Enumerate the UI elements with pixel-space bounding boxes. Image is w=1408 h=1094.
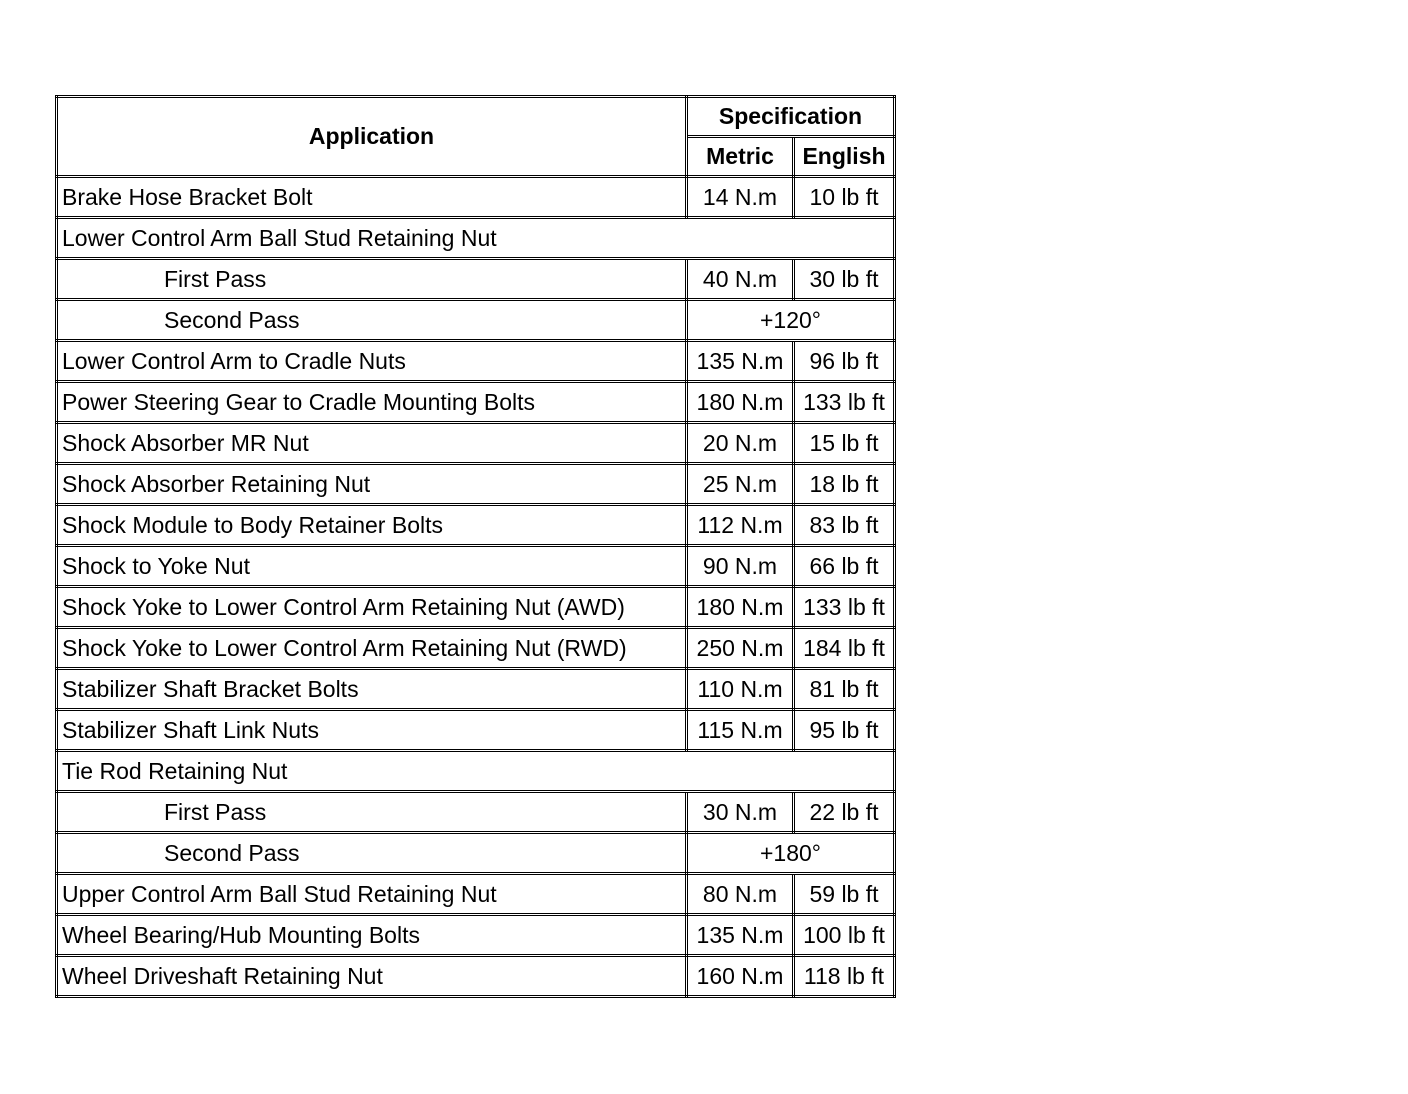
application-cell: Shock Yoke to Lower Control Arm Retaining Nut (RWD) — [57, 628, 687, 669]
english-value: 30 lb ft — [794, 259, 895, 300]
metric-value: 80 N.m — [687, 874, 794, 915]
group-label: Tie Rod Retaining Nut — [57, 751, 895, 792]
header-row-top — [57, 97, 895, 137]
metric-value: 25 N.m — [687, 464, 794, 505]
metric-value: 110 N.m — [687, 669, 794, 710]
english-value: 83 lb ft — [794, 505, 895, 546]
application-cell: Shock Yoke to Lower Control Arm Retaining Nut (AWD) — [57, 587, 687, 628]
metric-value: 250 N.m — [687, 628, 794, 669]
metric-header: Metric — [687, 137, 794, 177]
table-row — [57, 177, 895, 218]
fastener-torque-table — [55, 95, 896, 998]
application-cell: Stabilizer Shaft Link Nuts — [57, 710, 687, 751]
english-value: 18 lb ft — [794, 464, 895, 505]
application-cell: Second Pass — [57, 833, 687, 874]
english-value: 133 lb ft — [794, 382, 895, 423]
table-row — [57, 874, 895, 915]
application-cell: Shock to Yoke Nut — [57, 546, 687, 587]
english-value: 96 lb ft — [794, 341, 895, 382]
table-row — [57, 628, 895, 669]
metric-value: 135 N.m — [687, 915, 794, 956]
angle-value: +120° — [687, 300, 895, 341]
metric-value: 112 N.m — [687, 505, 794, 546]
application-cell: Power Steering Gear to Cradle Mounting Bolts — [57, 382, 687, 423]
application-cell: Shock Absorber Retaining Nut — [57, 464, 687, 505]
group-row — [57, 218, 895, 259]
table-row — [57, 423, 895, 464]
metric-value: 40 N.m — [687, 259, 794, 300]
table-row — [57, 464, 895, 505]
group-row — [57, 751, 895, 792]
application-cell: First Pass — [57, 792, 687, 833]
application-cell: Stabilizer Shaft Bracket Bolts — [57, 669, 687, 710]
metric-value: 180 N.m — [687, 382, 794, 423]
table-row — [57, 382, 895, 423]
application-cell: Upper Control Arm Ball Stud Retaining Nut — [57, 874, 687, 915]
table-row — [57, 300, 895, 341]
english-value: 95 lb ft — [794, 710, 895, 751]
english-value: 184 lb ft — [794, 628, 895, 669]
table-row — [57, 587, 895, 628]
english-header: English — [794, 137, 895, 177]
metric-value: 30 N.m — [687, 792, 794, 833]
application-cell: Wheel Bearing/Hub Mounting Bolts — [57, 915, 687, 956]
group-label: Lower Control Arm Ball Stud Retaining Nut — [57, 218, 895, 259]
table-row — [57, 956, 895, 997]
metric-value: 90 N.m — [687, 546, 794, 587]
table-row — [57, 833, 895, 874]
table-row — [57, 259, 895, 300]
metric-value: 180 N.m — [687, 587, 794, 628]
application-cell: Lower Control Arm to Cradle Nuts — [57, 341, 687, 382]
metric-value: 160 N.m — [687, 956, 794, 997]
metric-value: 115 N.m — [687, 710, 794, 751]
table-body — [57, 177, 895, 997]
application-cell: Second Pass — [57, 300, 687, 341]
english-value: 118 lb ft — [794, 956, 895, 997]
english-value: 59 lb ft — [794, 874, 895, 915]
metric-value: 20 N.m — [687, 423, 794, 464]
table-row — [57, 792, 895, 833]
table-row — [57, 505, 895, 546]
english-value: 10 lb ft — [794, 177, 895, 218]
english-value: 15 lb ft — [794, 423, 895, 464]
table-header — [57, 97, 895, 177]
english-value: 66 lb ft — [794, 546, 895, 587]
english-value: 22 lb ft — [794, 792, 895, 833]
application-cell: Shock Module to Body Retainer Bolts — [57, 505, 687, 546]
application-cell: Shock Absorber MR Nut — [57, 423, 687, 464]
table-row — [57, 915, 895, 956]
english-value: 100 lb ft — [794, 915, 895, 956]
specification-header: Specification — [687, 97, 895, 137]
application-cell: Brake Hose Bracket Bolt — [57, 177, 687, 218]
angle-value: +180° — [687, 833, 895, 874]
metric-value: 14 N.m — [687, 177, 794, 218]
table-row — [57, 669, 895, 710]
application-header: Application — [57, 97, 687, 177]
table-row — [57, 710, 895, 751]
metric-value: 135 N.m — [687, 341, 794, 382]
application-cell: Wheel Driveshaft Retaining Nut — [57, 956, 687, 997]
english-value: 133 lb ft — [794, 587, 895, 628]
table-row — [57, 341, 895, 382]
english-value: 81 lb ft — [794, 669, 895, 710]
table-row — [57, 546, 895, 587]
application-cell: First Pass — [57, 259, 687, 300]
